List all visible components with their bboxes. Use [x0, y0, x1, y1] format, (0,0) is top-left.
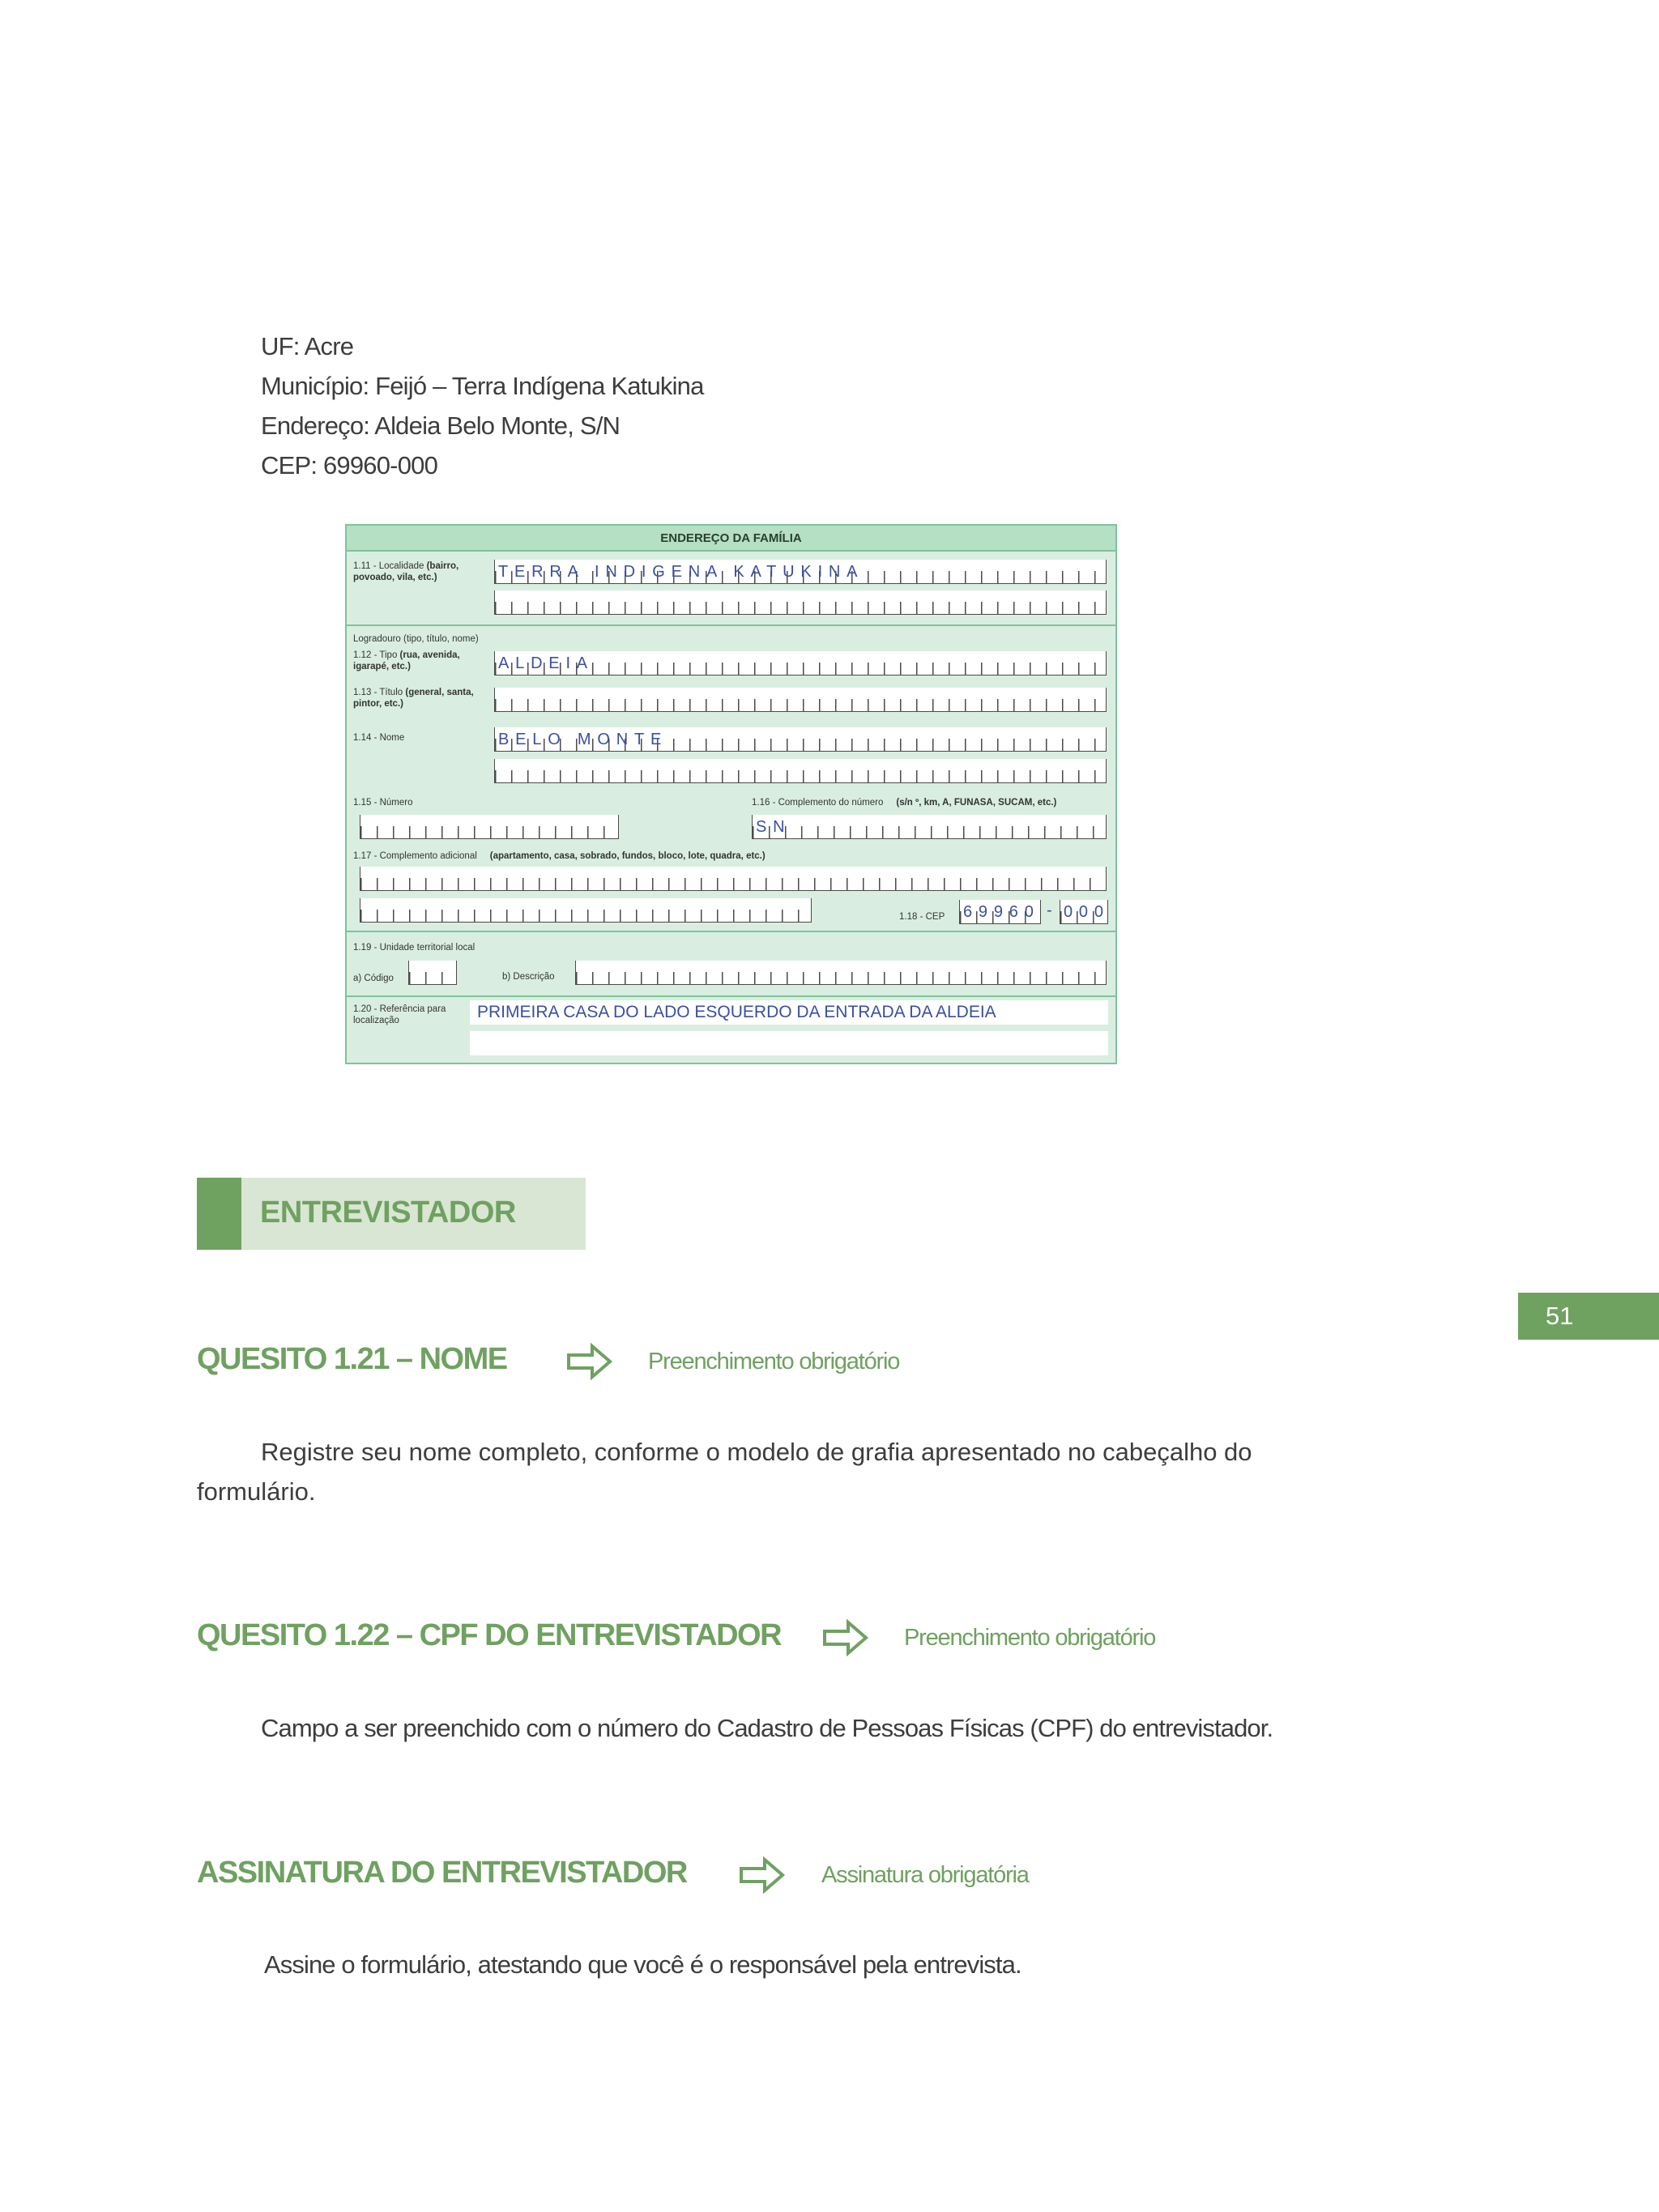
address-summary	[261, 326, 704, 485]
complemento-adicional-field[interactable]	[360, 867, 1107, 891]
section-title: ENTREVISTADOR	[260, 1196, 516, 1230]
localidade-label: 1.11 - Localidade (bairro, povoado, vila, etc.)	[353, 561, 459, 582]
form-divider	[347, 624, 1115, 626]
form-header: ENDEREÇO DA FAMÍLIA	[347, 526, 1115, 552]
descricao-label: b) Descrição	[502, 972, 555, 982]
referencia-field[interactable]	[470, 1000, 1108, 1025]
referencia-label: 1.20 - Referência para localização	[353, 1004, 446, 1025]
tipo-value: ALDEIA	[498, 654, 594, 672]
page-number: 51	[1518, 1293, 1659, 1340]
q121-status: Preenchimento obrigatório	[648, 1349, 900, 1375]
form-divider	[347, 995, 1115, 997]
cep-field-b[interactable]	[1060, 900, 1108, 924]
banner-accent	[197, 1178, 241, 1250]
q121-text-line2: formulário.	[197, 1477, 316, 1506]
localidade-field-line2[interactable]	[494, 590, 1107, 615]
q122-description: Campo a ser preenchido com o número do Cadastro de Pessoas Físicas (CPF) do entrevistador.	[261, 1714, 1273, 1742]
titulo-label: 1.13 - Título (general, santa, pintor, etc.)	[353, 688, 474, 709]
q121-text-line1: Registre seu nome completo, conforme o modelo de grafia apresentado no cabeçalho do	[261, 1438, 1252, 1466]
tipo-field[interactable]	[494, 651, 1107, 676]
codigo-label: a) Código	[353, 974, 394, 983]
uf-line: UF: Acre	[261, 332, 354, 360]
q122-status: Preenchimento obrigatório	[904, 1625, 1156, 1651]
q121-description	[197, 1432, 1252, 1511]
complemento-adicional-field-line2[interactable]	[360, 898, 812, 923]
assinatura-heading: ASSINATURA DO ENTREVISTADOR	[197, 1856, 687, 1890]
nome-field-line2[interactable]	[494, 759, 1107, 783]
municipio-line: Município: Feijó – Terra Indígena Katukina	[261, 372, 704, 400]
cep-label: 1.18 - CEP	[899, 912, 945, 922]
cep-value-b: 000	[1064, 903, 1110, 921]
unidade-label: 1.19 - Unidade territorial local	[353, 943, 476, 953]
numero-field[interactable]	[360, 815, 619, 839]
referencia-value: PRIMEIRA CASA DO LADO ESQUERDO DA ENTRADA DA ALDEIA	[477, 1003, 996, 1021]
numero-label: 1.15 - Número	[353, 798, 413, 808]
complemento-numero-field[interactable]	[752, 815, 1107, 839]
form-divider	[347, 931, 1115, 932]
complemento-numero-label: 1.16 - Complemento do número (s/n º, km, A, FUNASA, SUCAM, etc.)	[752, 798, 1057, 808]
family-address-form	[345, 524, 1117, 1064]
section-banner	[197, 1178, 586, 1250]
nome-field[interactable]	[494, 727, 1107, 752]
assinatura-status: Assinatura obrigatória	[821, 1862, 1029, 1888]
logradouro-label: Logradouro (tipo, título, nome)	[353, 634, 479, 644]
q122-heading: QUESITO 1.22 – CPF DO ENTREVISTADOR	[197, 1618, 782, 1652]
cep-dash: -	[1047, 901, 1052, 919]
complemento-adicional-label: 1.17 - Complemento adicional (apartamento, casa, sobrado, fundos, bloco, lote, quadra, etc.)	[353, 851, 766, 861]
nome-label: 1.14 - Nome	[353, 733, 405, 743]
arrow-right-icon	[739, 1856, 786, 1894]
arrow-right-icon	[822, 1619, 869, 1656]
cep-field-a[interactable]	[959, 900, 1041, 924]
localidade-value: TERRA INDIGENA KATUKINA	[498, 563, 864, 581]
titulo-field[interactable]	[494, 688, 1107, 712]
assinatura-description: Assine o formulário, atestando que você é o responsável pela entrevista.	[264, 1950, 1021, 1979]
localidade-field[interactable]	[494, 560, 1107, 584]
cep-value-a: 69960	[963, 903, 1040, 921]
complemento-numero-value: SN	[756, 818, 791, 836]
descricao-field[interactable]	[575, 961, 1107, 985]
nome-value: BELO MONTE	[498, 731, 668, 748]
endereco-line: Endereço: Aldeia Belo Monte, S/N	[261, 411, 621, 440]
arrow-right-icon	[566, 1343, 613, 1380]
tipo-label: 1.12 - Tipo (rua, avenida, igarapé, etc.)	[353, 650, 460, 671]
q121-heading: QUESITO 1.21 – NOME	[197, 1342, 507, 1376]
referencia-field-line2[interactable]	[470, 1031, 1108, 1055]
cep-line: CEP: 69960-000	[261, 451, 438, 479]
codigo-field[interactable]	[408, 961, 457, 985]
